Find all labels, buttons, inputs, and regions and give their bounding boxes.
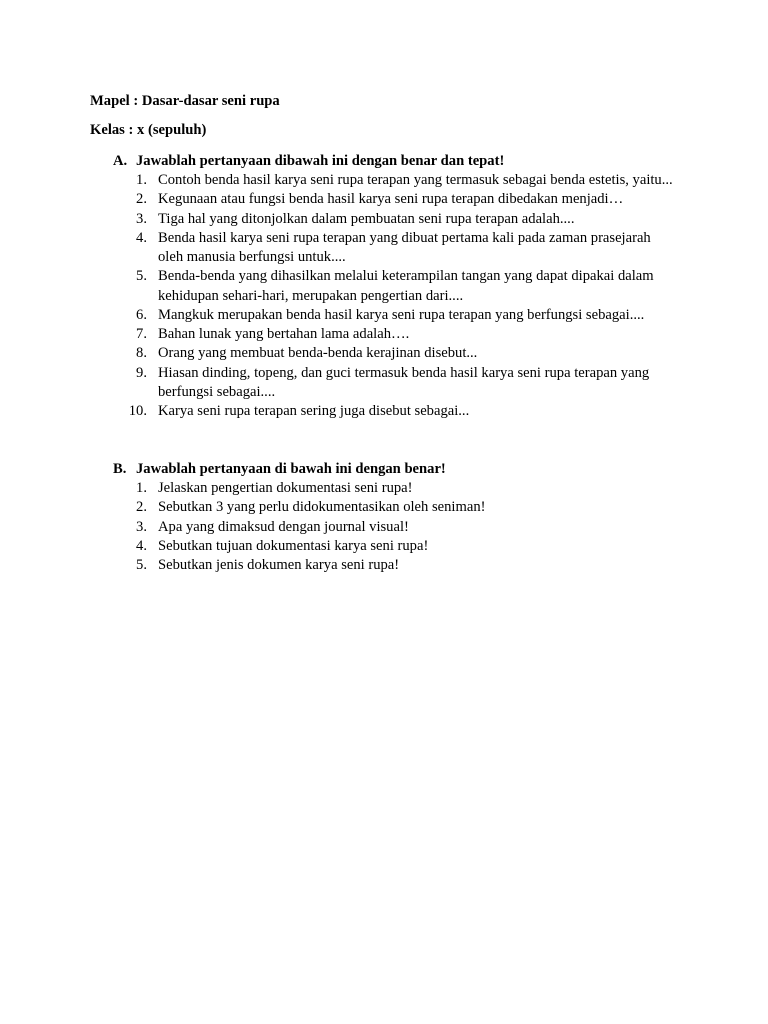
section-a-question-list	[90, 171, 690, 421]
question-item	[90, 518, 678, 537]
question-number: 1.	[136, 480, 147, 496]
question-text: Karya seni rupa terapan sering juga disebut sebagai...	[158, 403, 470, 419]
question-text: Mangkuk merupakan benda hasil karya seni rupa terapan yang berfungsi sebagai....	[158, 306, 645, 323]
class-line: Kelas : x (sepuluh)	[90, 122, 207, 138]
question-text: Tiga hal yang ditonjolkan dalam pembuatan seni rupa terapan adalah....	[158, 210, 575, 227]
question-item	[90, 325, 678, 344]
question-number: 6.	[136, 306, 147, 323]
question-number: 1.	[136, 172, 147, 188]
question-number: 5.	[136, 557, 147, 573]
question-item	[90, 537, 678, 556]
section-a	[90, 152, 690, 421]
question-item	[90, 190, 678, 209]
question-text: Sebutkan jenis dokumen karya seni rupa!	[158, 557, 400, 573]
question-text: Benda hasil karya seni rupa terapan yang dibuat pertama kali pada zaman prasejarah oleh manusia berfungsi untuk....	[158, 229, 651, 265]
section-b-heading	[90, 460, 690, 479]
section-a-letter: A.	[113, 153, 128, 169]
question-item	[90, 364, 678, 403]
section-a-title: Jawablah pertanyaan dibawah ini dengan benar dan tepat!	[136, 153, 505, 169]
question-text: Orang yang membuat benda-benda kerajinan disebut...	[158, 345, 478, 362]
question-number: 3.	[136, 210, 147, 227]
question-text: Sebutkan 3 yang perlu didokumentasikan oleh seniman!	[158, 499, 486, 516]
question-item	[90, 344, 678, 363]
question-number: 8.	[136, 345, 147, 362]
question-number: 10.	[128, 403, 147, 419]
question-number: 3.	[136, 518, 147, 535]
question-number: 2.	[136, 499, 147, 516]
section-b-letter: B.	[113, 461, 127, 477]
question-item	[90, 171, 678, 190]
section-b-question-list	[90, 479, 690, 575]
question-item	[90, 556, 678, 575]
question-item	[90, 229, 678, 268]
question-text: Apa yang dimaksud dengan journal visual!	[158, 518, 409, 535]
question-item	[90, 498, 678, 517]
section-b	[90, 460, 690, 575]
subject-line: Mapel : Dasar-dasar seni rupa	[90, 93, 280, 109]
question-text: Kegunaan atau fungsi benda hasil karya seni rupa terapan dibedakan menjadi…	[158, 191, 624, 208]
question-text: Benda-benda yang dihasilkan melalui keterampilan tangan yang dapat dipakai dalam kehidupan sehari-hari, merupakan pengertian dari....	[158, 268, 654, 304]
question-number: 9.	[136, 364, 147, 381]
question-item	[90, 210, 678, 229]
question-item	[90, 479, 678, 498]
question-number: 7.	[136, 326, 147, 342]
question-text: Sebutkan tujuan dokumentasi karya seni rupa!	[158, 537, 429, 554]
question-item	[90, 306, 678, 325]
question-number: 5.	[136, 268, 147, 285]
question-item	[90, 402, 678, 421]
question-number: 2.	[136, 191, 147, 208]
section-a-heading	[90, 152, 690, 171]
question-number: 4.	[136, 229, 147, 246]
question-item	[90, 267, 678, 306]
question-number: 4.	[136, 537, 147, 554]
question-text: Bahan lunak yang bertahan lama adalah….	[158, 326, 410, 342]
question-text: Hiasan dinding, topeng, dan guci termasuk benda hasil karya seni rupa terapan yang berfungsi sebagai....	[158, 364, 650, 400]
section-b-title: Jawablah pertanyaan di bawah ini dengan benar!	[136, 461, 446, 477]
question-text: Contoh benda hasil karya seni rupa terapan yang termasuk sebagai benda estetis, yaitu...	[158, 172, 673, 188]
question-text: Jelaskan pengertian dokumentasi seni rupa!	[158, 480, 413, 496]
